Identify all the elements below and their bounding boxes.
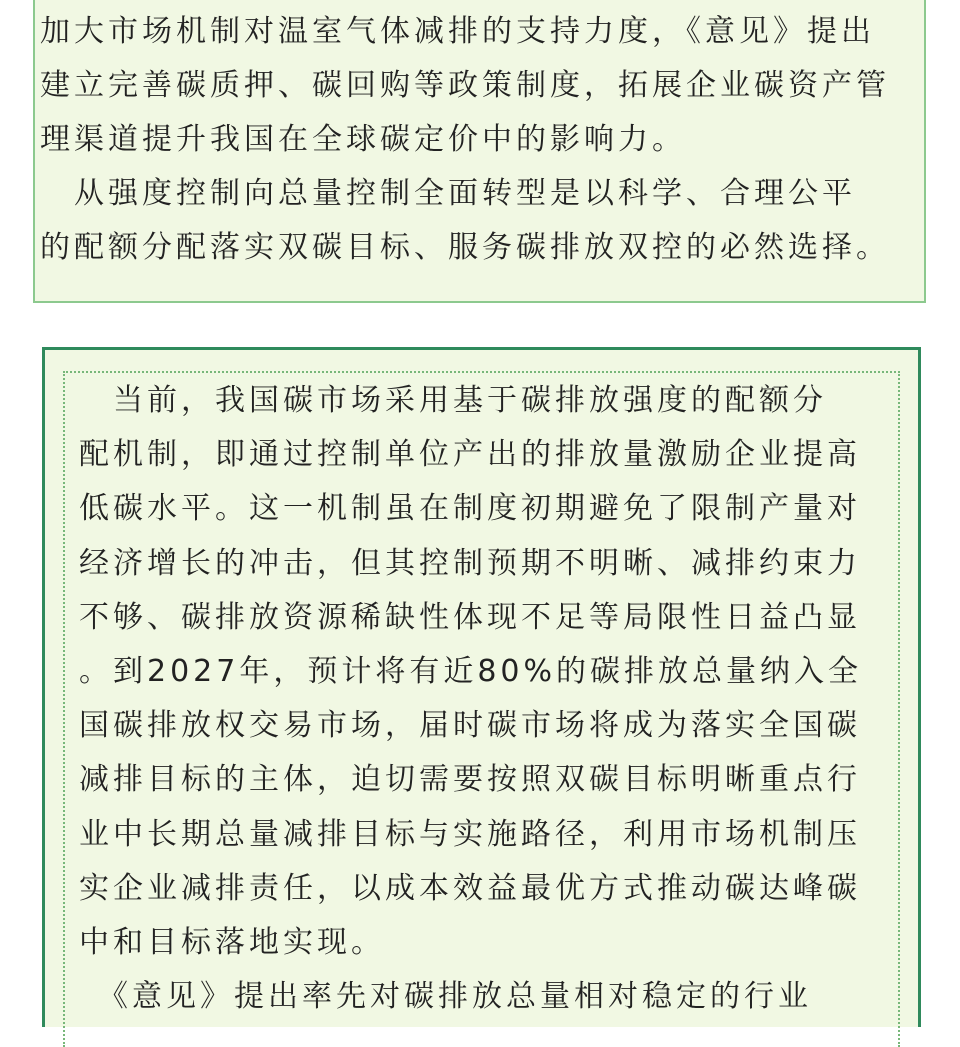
bottom-panel-line-3: 低碳水平。这一机制虽在制度初期避免了限制产量对 [79,491,861,526]
bottom-panel-line-4: 经济增长的冲击，但其控制预期不明晰、减排约束力 [79,546,861,581]
bottom-panel-line-12: 《意见》提出率先对碳排放总量相对稳定的行业 [79,979,812,1014]
top-panel-line-3: 理渠道提升我国在全球碳定价中的影响力。 [40,122,686,157]
bottom-panel-line-7: 国碳排放权交易市场，届时碳市场将成为落实全国碳 [79,708,861,743]
bottom-panel-line-2: 配机制，即通过控制单位产出的排放量激励企业提高 [79,437,861,472]
bottom-panel-line-10: 实企业减排责任，以成本效益最优方式推动碳达峰碳 [79,871,861,906]
bottom-panel-line-9: 业中长期总量减排目标与实施路径，利用市场机制压 [79,817,861,852]
bottom-panel-line-1: 当前，我国碳市场采用基于碳排放强度的配额分 [79,383,827,418]
bottom-panel-line-8: 减排目标的主体，迫切需要按照双碳目标明晰重点行 [79,762,861,797]
top-panel-line-4: 从强度控制向总量控制全面转型是以科学、合理公平 [40,176,856,211]
top-panel-line-5: 的配额分配落实双碳目标、服务碳排放双控的必然选择。 [40,230,890,265]
bottom-panel-line-6: 。到2027年，预计将有近80%的碳排放总量纳入全 [79,654,863,689]
top-panel-line-1: 加大市场机制对温室气体减排的支持力度，《意见》提出 [40,14,875,49]
bottom-panel-line-11: 中和目标落地实现。 [79,925,385,960]
top-panel-line-2: 建立完善碳质押、碳回购等政策制度，拓展企业碳资产管 [40,68,890,103]
bottom-panel-line-5: 不够、碳排放资源稀缺性体现不足等局限性日益凸显 [79,600,861,635]
